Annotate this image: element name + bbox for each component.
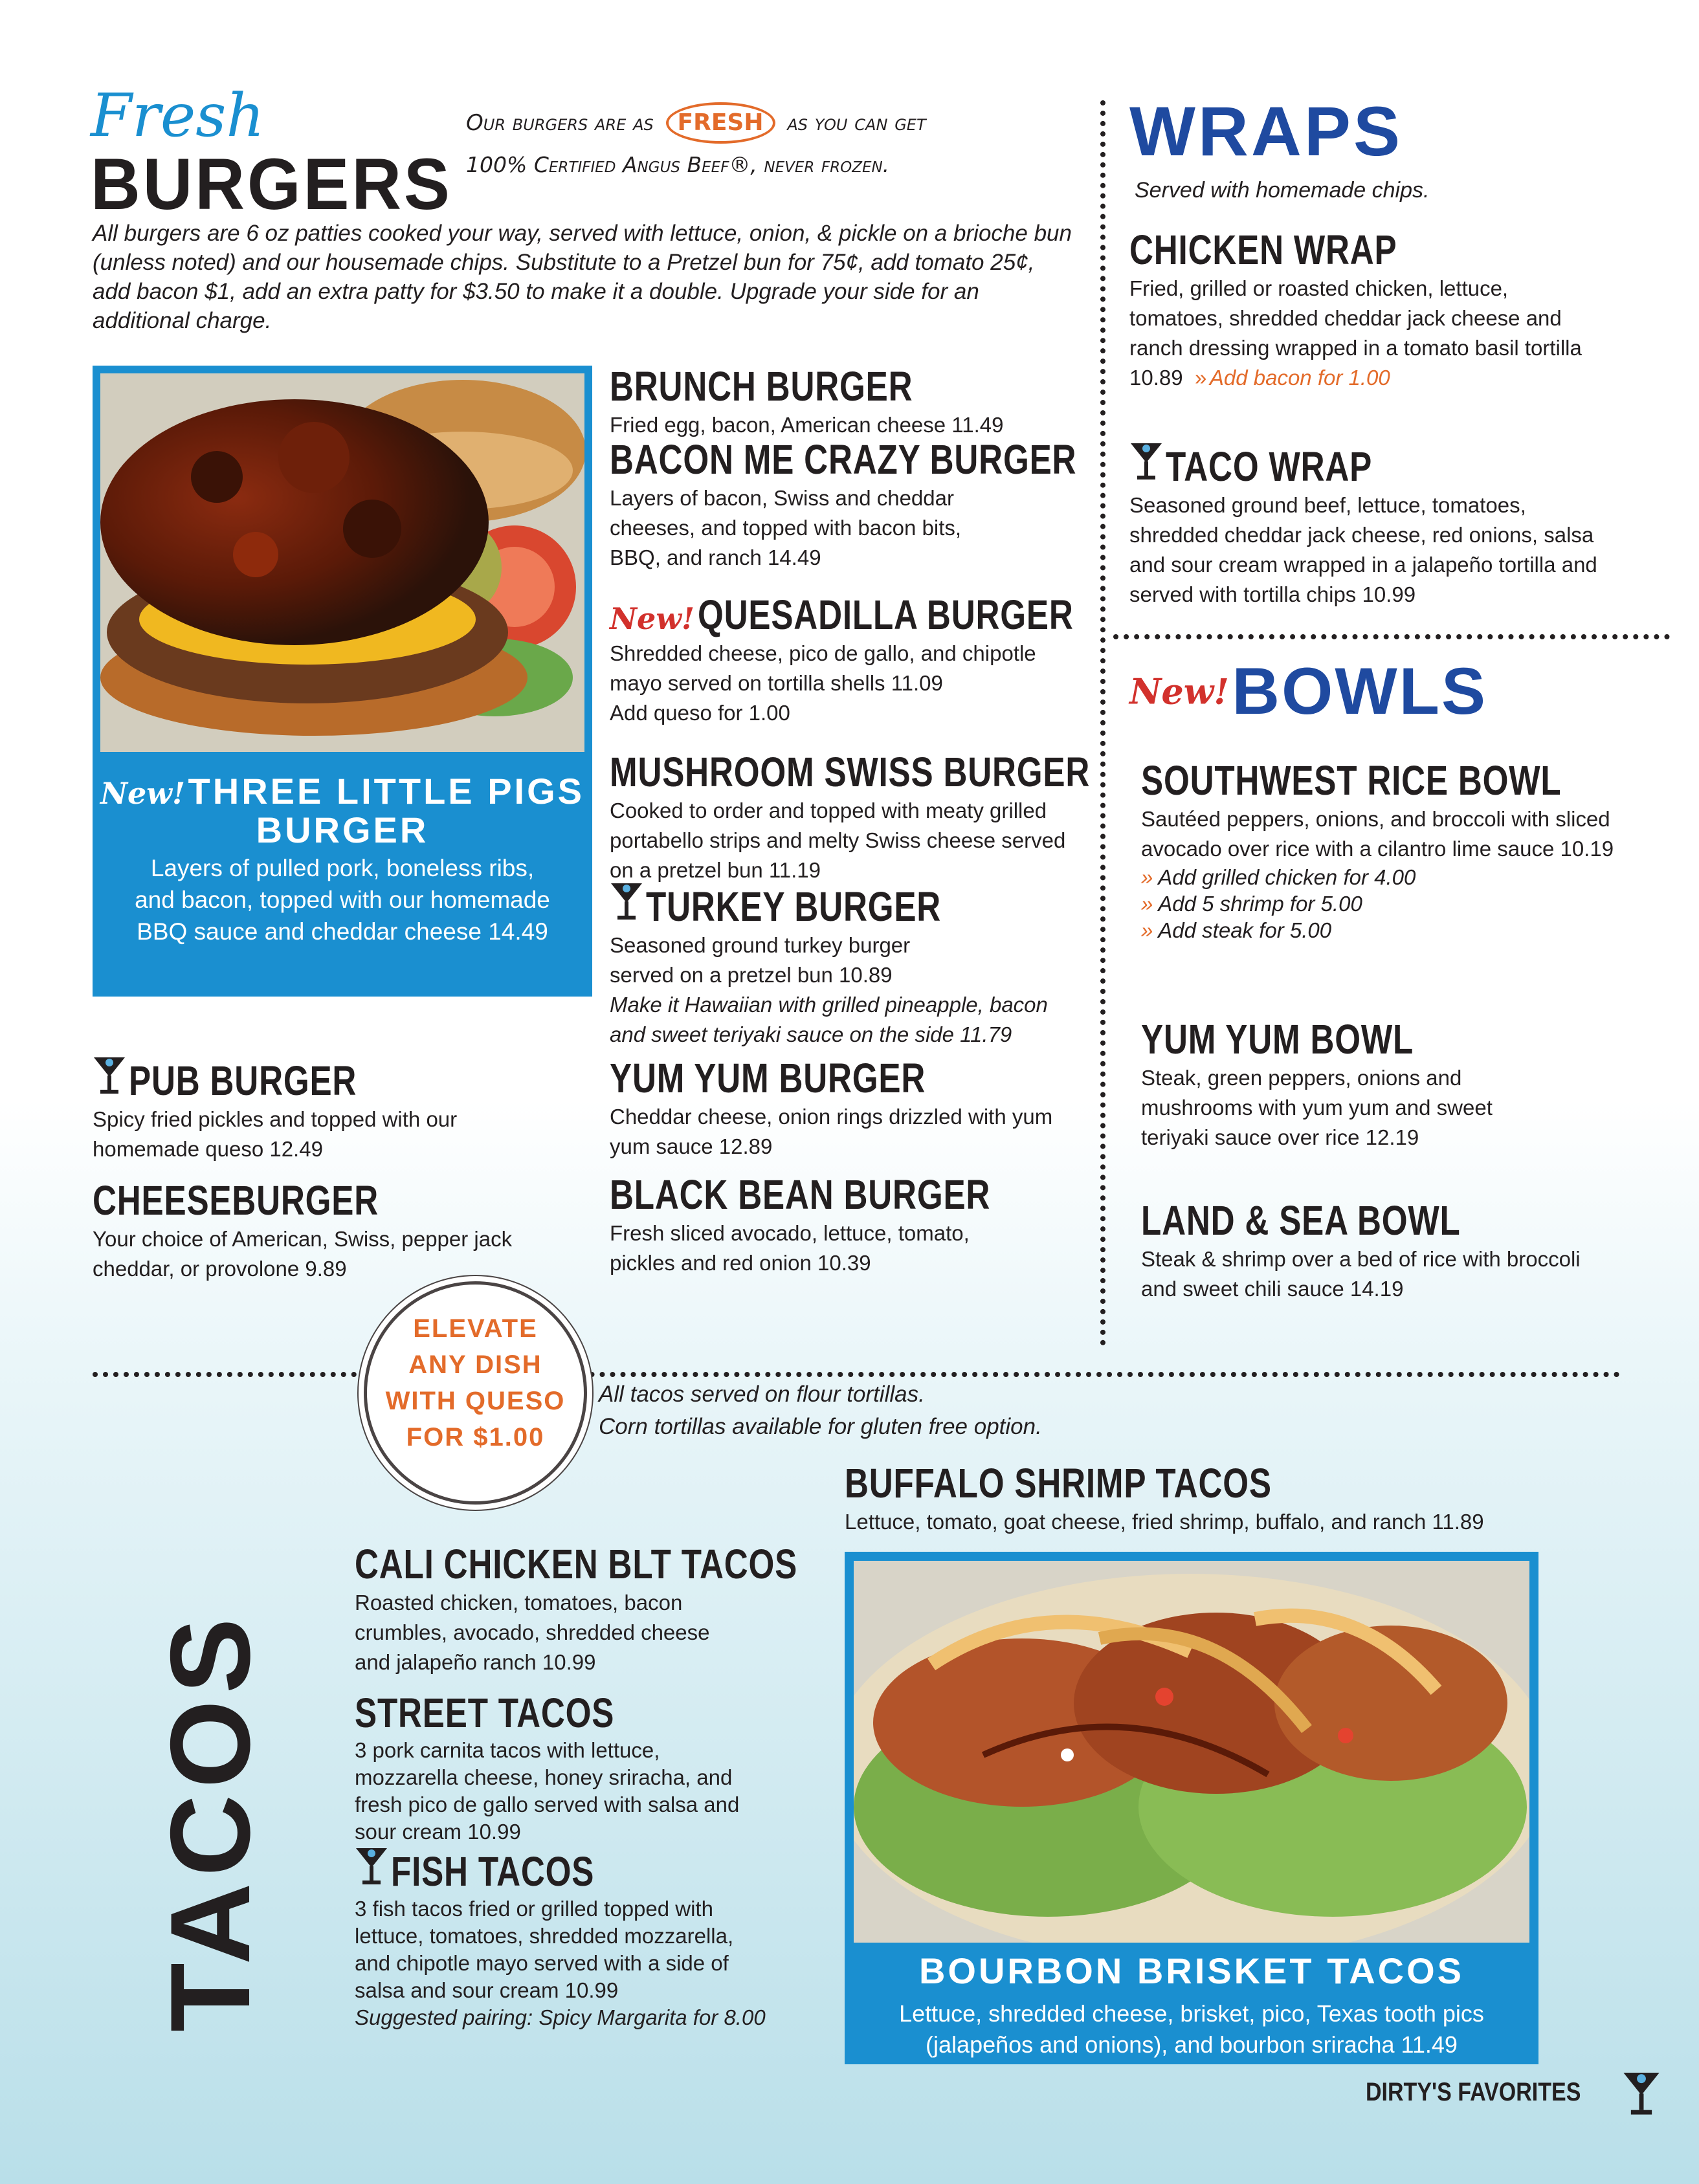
item-title: CALI CHICKEN BLT TACOS xyxy=(355,1541,798,1587)
item-desc: Roasted chicken, tomatoes, bacon crumbles, avocado, shredded cheese and jalapeño ranch 10.99 xyxy=(355,1591,710,1674)
taco-wrap xyxy=(1129,439,1673,610)
item-desc: Your choice of American, Swiss, pepper jack cheddar, or provolone 9.89 xyxy=(93,1227,513,1281)
tagline-part2: as you can get xyxy=(787,110,926,136)
item-desc: Steak & shrimp over a bed of rice with broccoli and sweet chili sauce 14.19 xyxy=(1141,1247,1581,1301)
three-little-pigs-panel xyxy=(93,366,592,997)
burgers-intro: All burgers are 6 oz patties cooked your way, served with lettuce, onion, & pickle on a brioche bun (unless noted) and our housemade chips. Substitute to a Pretzel bun for 75¢, add tomato 25¢, add bacon $1, add an extra patty for $3.50 to make it a double. Upgrade your side for an additional charge. xyxy=(93,221,1072,333)
item-desc: Steak, green peppers, onions and mushrooms with yum yum and sweet teriyaki sauce over rice 12.19 xyxy=(1141,1066,1493,1149)
item-desc: Fried, grilled or roasted chicken, lettuce, tomatoes, shredded cheddar jack cheese and ranch dressing wrapped in a tomato basil tortilla 10.89 xyxy=(1129,276,1582,390)
addon-2 xyxy=(1141,890,1673,917)
vertical-divider xyxy=(1100,100,1105,1346)
martini-favorite-icon xyxy=(1622,2068,1661,2117)
chicken-wrap xyxy=(1129,226,1673,393)
fresh-script: Fresh xyxy=(91,81,265,150)
item-extra: Suggested pairing: Spicy Margarita for 8.00 xyxy=(355,2005,766,2029)
item-title: BLACK BEAN BURGER xyxy=(610,1171,991,1218)
feature-title: THREE LITTLE PIGS xyxy=(188,771,585,811)
item-desc: Cooked to order and topped with meaty grilled portabello strips and melty Swiss cheese served on a pretzel bun 11.19 xyxy=(610,799,1066,882)
item-title: BACON ME CRAZY BURGER xyxy=(610,436,1077,483)
wraps-section xyxy=(1129,91,1673,610)
feature-title: BOURBON BRISKET TACOS xyxy=(918,1950,1465,1991)
fish-tacos xyxy=(355,1844,834,2031)
feature-desc-line1: Lettuce, shredded cheese, brisket, pico, Texas tooth pics xyxy=(899,2000,1484,2027)
item-desc: Cheddar cheese, onion rings drizzled with yum yum sauce 12.89 xyxy=(610,1105,1053,1158)
tagline-part1: Our burgers are as xyxy=(466,110,654,136)
item-extra: Add bacon for 1.00 xyxy=(1209,366,1390,390)
wraps-bowls-divider xyxy=(1113,634,1670,639)
addon-text: Add grilled chicken for 4.00 xyxy=(1158,865,1416,889)
new-tag: New! xyxy=(610,601,695,636)
wraps-subtitle: Served with homemade chips. xyxy=(1135,178,1430,203)
tacos-divider xyxy=(93,1372,1620,1377)
badge-line2: ANY DISH xyxy=(408,1351,542,1379)
bowls-section xyxy=(1129,654,1673,1304)
item-desc: Spicy fried pickles and topped with our homemade queso 12.49 xyxy=(93,1107,458,1161)
tacos-note xyxy=(599,1378,1042,1443)
feature-desc: Layers of pulled pork, boneless ribs, and bacon, topped with our homemade BBQ sauce and cheddar cheese 14.49 xyxy=(135,855,550,945)
item-title: QUESADILLA BURGER xyxy=(697,591,1074,638)
wraps-title: WRAPS xyxy=(1129,92,1403,170)
pub-burger xyxy=(93,1053,584,1176)
item-title: MUSHROOM SWISS BURGER xyxy=(610,749,1091,795)
tagline-line2: 100% Certified Angus Beef®, never frozen. xyxy=(466,152,890,177)
southwest-rice-bowl xyxy=(1129,756,1673,1015)
addon-marker: » xyxy=(1141,865,1159,889)
land-and-sea-bowl xyxy=(1129,1197,1673,1304)
favorites-label: DIRTY'S FAVORITES xyxy=(1366,2077,1581,2106)
item-title: FISH TACOS xyxy=(391,1848,595,1895)
bourbon-brisket-panel xyxy=(845,1552,1538,2064)
street-tacos xyxy=(355,1689,834,1844)
addon-3 xyxy=(1141,917,1673,943)
favorites-legend xyxy=(1366,2068,1661,2117)
item-desc: Lettuce, tomato, goat cheese, fried shrimp, buffalo, and ranch 11.89 xyxy=(845,1510,1484,1534)
item-title: YUM YUM BOWL xyxy=(1141,1016,1414,1063)
item-desc: 3 fish tacos fried or grilled topped with lettuce, tomatoes, shredded mozzarella, and chipotle mayo served with a side of salsa and sour cream 10.99 xyxy=(355,1897,734,2002)
bacon-me-crazy-burger xyxy=(610,436,1089,591)
item-desc: Shredded cheese, pico de gallo, and chipotle mayo served on tortilla shells 11.09 xyxy=(610,641,1036,695)
brunch-burger xyxy=(610,362,1089,436)
martini-favorite-icon xyxy=(93,1053,126,1095)
feature-title-line2: BURGER xyxy=(256,810,429,850)
item-desc: Fresh sliced avocado, lettuce, tomato, pickles and red onion 10.39 xyxy=(610,1221,970,1275)
cheeseburger xyxy=(93,1176,584,1284)
addon-marker: » xyxy=(1141,918,1159,942)
feature-title-line1 xyxy=(93,770,592,812)
badge-line1: ELEVATE xyxy=(413,1314,538,1343)
martini-favorite-icon xyxy=(1129,439,1163,481)
badge-line4: FOR $1.00 xyxy=(406,1423,545,1451)
new-tag: New! xyxy=(100,776,186,811)
item-desc: Fried egg, bacon, American cheese 11.49 xyxy=(610,413,1004,437)
item-title: TURKEY BURGER xyxy=(646,883,942,930)
item-title: STREET TACOS xyxy=(355,1690,615,1736)
item-title: CHEESEBURGER xyxy=(93,1177,379,1224)
martini-favorite-icon xyxy=(355,1844,388,1886)
burgers-title: BURGERS xyxy=(91,144,452,225)
badge-line3: WITH QUESO xyxy=(385,1387,566,1415)
item-extra: Add queso for 1.00 xyxy=(610,701,790,725)
item-title: LAND & SEA BOWL xyxy=(1141,1197,1461,1244)
item-desc: Seasoned ground turkey burger served on a pretzel bun 10.89 xyxy=(610,933,911,987)
cali-chicken-blt-tacos xyxy=(355,1540,834,1689)
item-title: BRUNCH BURGER xyxy=(610,363,913,410)
item-title: TACO WRAP xyxy=(1166,443,1373,490)
martini-favorite-icon xyxy=(610,879,643,921)
item-extra: Make it Hawaiian with grilled pineapple, bacon and sweet teriyaki sauce on the side 11.79 xyxy=(610,993,1048,1046)
turkey-burger xyxy=(610,879,1089,1054)
addon-text: Add steak for 5.00 xyxy=(1158,918,1332,942)
tacos-photo-art xyxy=(854,1561,1529,1943)
item-desc: 3 pork carnita tacos with lettuce, mozzarella cheese, honey sriracha, and fresh pico de gallo served with salsa and sour cream 10.99 xyxy=(355,1738,740,1844)
addon-1 xyxy=(1141,864,1673,890)
note-line1: All tacos served on flour tortillas. xyxy=(599,1382,925,1407)
addon-text: Add 5 shrimp for 5.00 xyxy=(1158,892,1362,916)
black-bean-burger xyxy=(610,1171,1089,1278)
quesadilla-burger xyxy=(610,591,1089,748)
burgers-tagline xyxy=(466,100,997,177)
item-desc-wrap xyxy=(1129,274,1595,393)
item-title: YUM YUM BURGER xyxy=(610,1055,926,1101)
left-burger-list xyxy=(93,1053,584,1284)
mushroom-swiss-burger xyxy=(610,748,1091,882)
item-desc: Sautéed peppers, onions, and broccoli with sliced avocado over rice with a cilantro lime sauce 10.19 xyxy=(1141,807,1614,861)
addon-marker: » xyxy=(1141,892,1159,916)
item-title: BUFFALO SHRIMP TACOS xyxy=(845,1460,1272,1506)
item-title: SOUTHWEST RICE BOWL xyxy=(1141,757,1562,804)
item-title: CHICKEN WRAP xyxy=(1129,226,1397,273)
buffalo-shrimp-tacos xyxy=(845,1459,1621,1537)
tacos-photo xyxy=(854,1561,1529,1943)
item-desc: Seasoned ground beef, lettuce, tomatoes, shredded cheddar jack cheese, red onions, salsa and sour cream wrapped in a jalapeño tortilla and served with tortilla chips 10.99 xyxy=(1129,493,1597,606)
tacos-title: TACOS xyxy=(148,1611,274,2032)
feature-desc-line2: (jalapeños and onions), and bourbon sriracha 11.49 xyxy=(926,2031,1458,2058)
bowls-title: BOWLS xyxy=(1232,654,1487,728)
yum-yum-burger xyxy=(610,1054,1089,1171)
extra-marker: » xyxy=(1195,366,1207,390)
item-title: PUB BURGER xyxy=(129,1057,357,1104)
fresh-stamp: FRESH xyxy=(666,102,775,144)
burger-list xyxy=(610,362,1089,1278)
new-tag: New! xyxy=(1129,670,1229,712)
burgers-header xyxy=(91,81,1100,225)
item-desc: Layers of bacon, Swiss and cheddar cheeses, and topped with bacon bits, BBQ, and ranch 14.49 xyxy=(610,486,962,569)
note-line2: Corn tortillas available for gluten free option. xyxy=(599,1414,1042,1439)
burger-photo-art xyxy=(100,373,584,752)
queso-badge xyxy=(364,1281,587,1505)
yum-yum-bowl xyxy=(1129,1015,1673,1197)
burger-photo xyxy=(100,373,584,752)
tacos-list xyxy=(355,1540,834,2031)
